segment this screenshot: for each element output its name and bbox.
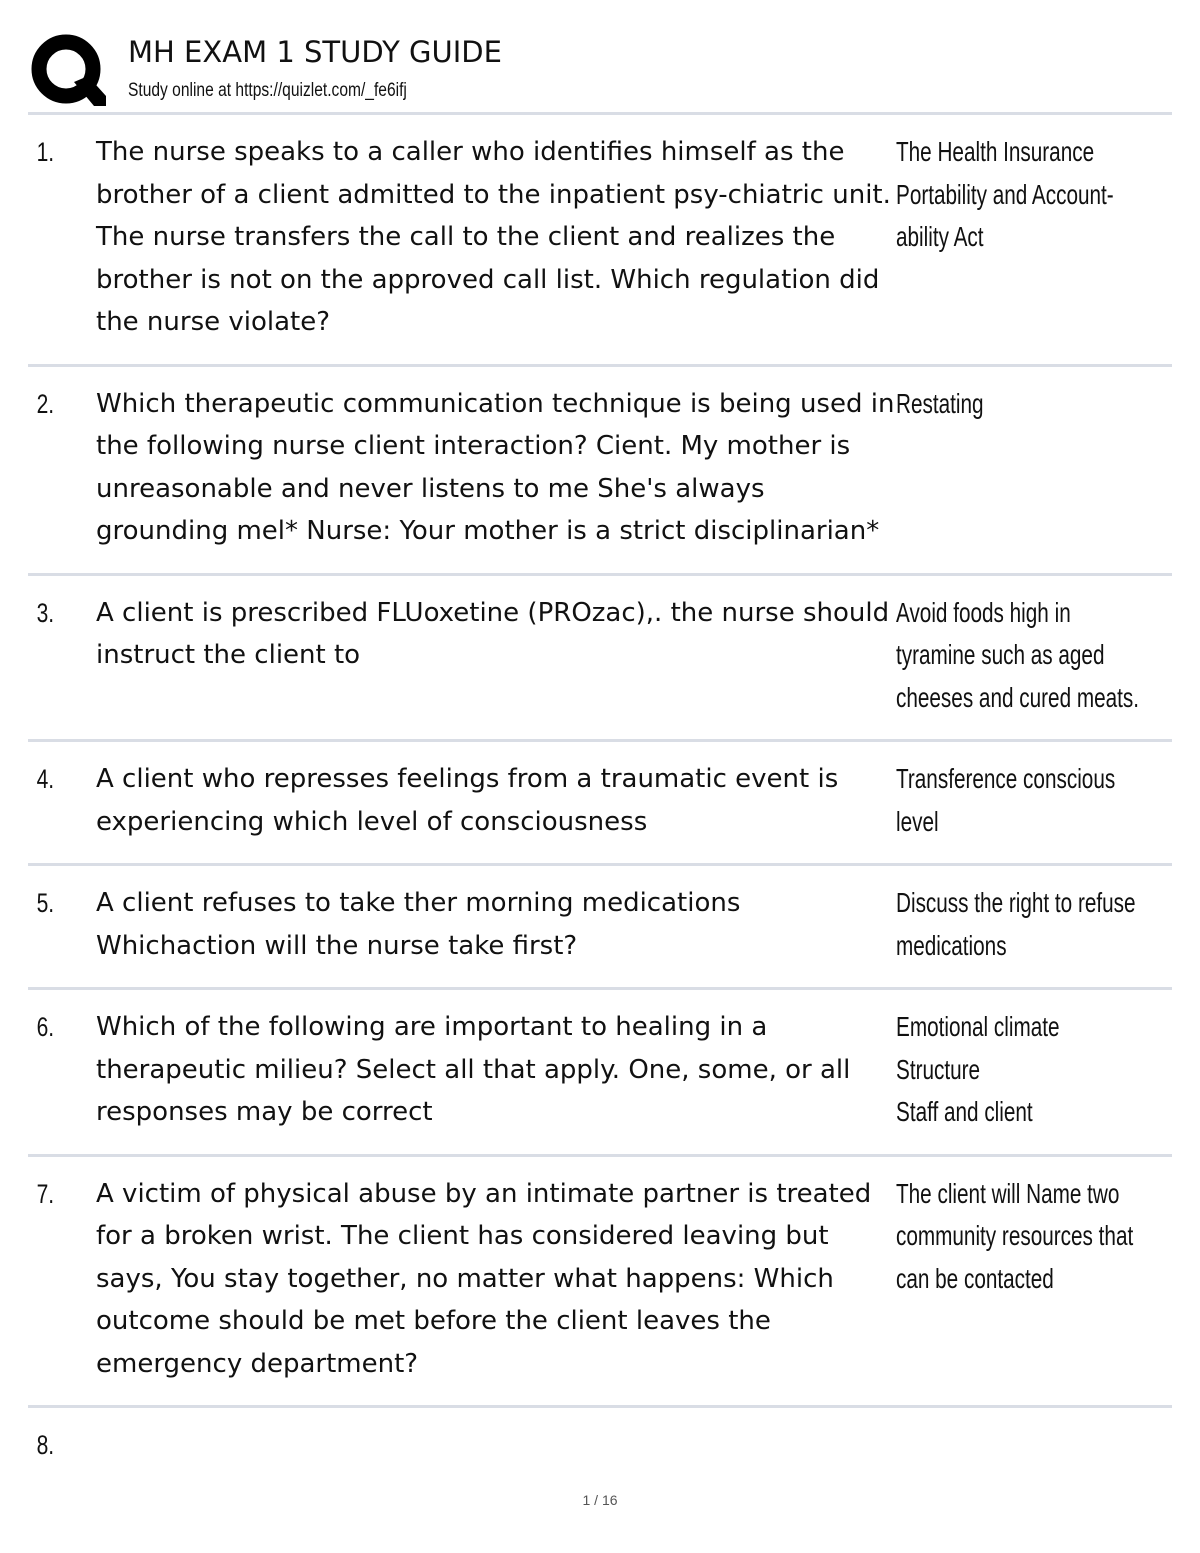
quizlet-logo-icon [30,32,106,108]
card-question: The nurse speaks to a caller who identifies himself as the brother of a client admitted to the inpatient psy-chiatric unit. The nurse transfers the call to the client and realizes the brother is not on the approved call list. Which regulation did the nurse violate? [96,137,891,337]
answer-line: Portability and Account- [896,178,1114,210]
card-number: 1. [36,137,55,167]
flashcard-row [28,1157,1172,1409]
card-question: A victim of physical abuse by an intimate partner is treated for a broken wrist. The client has considered leaving but says, You stay together, no matter what happens: Which outcome should be met before the client leaves the emergency department? [96,1178,872,1379]
page-title: MH EXAM 1 STUDY GUIDE [128,35,502,69]
answer-line: level [896,805,939,837]
study-link-text: Study online at https://quizlet.com/_fe6ifj [128,80,407,101]
answer-line: The client will Name two [896,1177,1120,1209]
answer-line: Restating [896,387,984,419]
card-answer [896,131,1114,259]
flashcard-row [28,866,1172,990]
flashcard-row [28,742,1172,866]
card-number: 4. [36,764,55,794]
answer-line: Discuss the right to refuse [896,887,1136,918]
card-number: 2. [36,388,55,419]
answer-line: ability Act [896,221,984,252]
card-answer [896,383,1100,426]
card-number: 6. [36,1012,55,1042]
card-answer [896,1006,1100,1134]
answer-line: Transference conscious [896,763,1116,794]
card-question: Which therapeutic communication technique is being used in the following nurse client interaction? Cient. My mother is unreasonable and never listens to me She's always grounding mel* Nurse: Your mother is a strict disciplinarian* [96,388,895,546]
card-answer [896,592,1139,720]
card-question: A client who represses feelings from a traumatic event is experiencing which level of consciousness [96,764,839,837]
card-answer [896,758,1115,843]
card-number: 5. [36,888,55,918]
answer-line: Avoid foods high in [896,596,1071,628]
card-number: 7. [36,1178,55,1209]
answer-line: The Health Insurance [896,136,1095,167]
card-answer [896,1173,1133,1301]
flashcard-row [28,990,1172,1157]
flashcard-row [28,1408,1172,1487]
card-question: Which of the following are important to healing in a therapeutic milieu? Select all that apply. One, some, or all responses may be correct [96,1012,851,1127]
answer-line: Structure [896,1053,981,1085]
flashcard-row [28,576,1172,743]
card-question: A client is prescribed FLUoxetine (PROzac),. the nurse should instruct the client to [96,597,890,670]
answer-line: Emotional climate [896,1011,1060,1042]
card-answer [896,882,1136,967]
page-indicator: 1 / 16 [582,1492,618,1508]
flashcard-list [28,115,1172,1487]
flashcard-row [28,367,1172,576]
answer-line: cheeses and cured meats. [896,681,1140,713]
answer-line: community resources that [896,1220,1134,1251]
card-question: A client refuses to take ther morning medications Whichaction will the nurse take first? [96,888,741,961]
answer-line: medications [896,929,1007,961]
flashcard-row [28,115,1172,367]
page-header [30,30,1170,110]
card-number: 3. [36,597,55,628]
answer-line: Staff and client [896,1096,1033,1127]
card-number: 8. [36,1430,55,1460]
answer-line: can be contacted [896,1262,1054,1294]
answer-line: tyramine such as aged [896,639,1105,670]
